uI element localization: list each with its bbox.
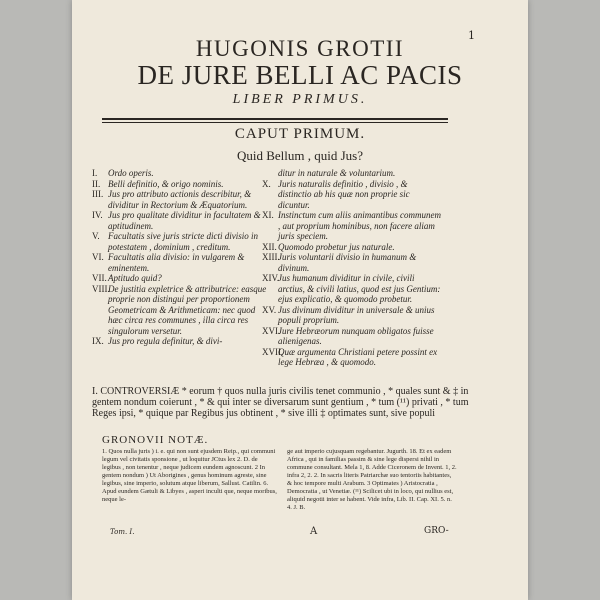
work-title: DE JURE BELLI AC PACIS (137, 60, 463, 90)
entry-number: II. (92, 178, 101, 189)
entry-number: VIII. (92, 283, 110, 294)
entry-text: Jus pro regula definitur, & divi- (108, 336, 223, 346)
title-rule-thin (102, 122, 448, 123)
entry-number: XVI. (262, 325, 281, 336)
book-page (72, 0, 528, 600)
entry-text: Instinctum cum aliis animantibus communem , aut proprium hominibus, non facere aliam juris speciem. (278, 210, 441, 241)
entry-number: XII. (262, 241, 277, 252)
page-number: 1 (468, 29, 475, 42)
catchword: GRO- (424, 526, 449, 536)
opening-paragraph: I. CONTROVERSIÆ * eorum † quos nulla juris civilis tenet communio , * quales sunt & ‡ in gentem nondum coierunt , * & qui inter se diversarum sunt gentium , * tum (¹¹) privati , * tum Reges ipsi, * quique par Regibus jus obtinent , * sive illi ‡ optimates sunt, sive populi (92, 386, 469, 419)
entry-number: VI. (92, 252, 104, 262)
summary-entry (262, 305, 442, 326)
entry-number: XIV. (262, 273, 280, 283)
entry-text: ditur in naturale & voluntarium. (278, 168, 396, 178)
entry-text: Juris voluntarii divisio in humanum & divinum. (278, 252, 417, 273)
summary-entry (92, 231, 272, 252)
entry-number (262, 168, 278, 179)
summary-entry (262, 347, 442, 368)
summary-entry (262, 252, 442, 273)
summary-entry (262, 210, 442, 242)
entry-number: I. (92, 168, 98, 178)
entry-number: IV. (92, 210, 103, 220)
chapter-heading: CAPUT PRIMUM. (234, 126, 366, 142)
entry-text: Quomodo probetur jus naturale. (278, 241, 395, 252)
summary-entry (262, 273, 442, 305)
entry-number: XI. (262, 210, 274, 220)
entry-text: Jus pro qualitate dividitur in facultatem & aptitudinem. (108, 210, 261, 231)
summary-column-left (92, 168, 272, 347)
notes-heading: GRONOVII NOTÆ. (102, 434, 209, 446)
entry-text: Jus pro attributo actionis describitur, & dividitur in Rectorium & Æquatorium. (108, 189, 252, 210)
signature-mark: A (310, 526, 318, 537)
entry-number: IX. (92, 336, 104, 346)
entry-text: Facultatis alia divisio: in vulgarem & eminentem. (108, 252, 245, 273)
summary-entry (92, 252, 272, 273)
summary-entry (262, 168, 442, 179)
entry-text: Jus divinum dividitur in universale & unius populi proprium. (278, 304, 435, 325)
summary-entry (92, 273, 272, 284)
entry-text: Ordo operis. (108, 168, 154, 178)
author-title: HUGONIS GROTII (195, 36, 405, 61)
summary-entry (92, 189, 272, 210)
summary-entry (92, 336, 272, 347)
notes-column-left: 1. Quos nulla juris ) i. e. qui non sunt ejusdem Reip., qui communi legum vel civitatis sponsione , ut loquitur JCtus lex 2. D. de legibus , non tenentur , neque judicem eundem agnoscunt. 2 In gentem nondum ) Ut Aborigines , genus hominum agreste, sine legibus, sine imperio, solutum atque liberum, Sallust. Catilin. 6. Apud eundem Gætuli & Libyes , asperi inculti que, neque moribus, neque le- (102, 448, 277, 503)
entry-text: Jure Hebræorum nunquam obligatos fuisse alienigenas. (278, 325, 434, 346)
summary-entry (92, 210, 272, 231)
summary-entry (92, 284, 272, 337)
summary-entry (262, 179, 442, 211)
entry-text: De justitia expletrice & attributrice: easque proprie non distingui per proportionem Geometricam & Arithmeticam: nec quod hæc circa res communes , illa circa res singulorum versetur. (108, 283, 267, 336)
entry-number: V. (92, 231, 100, 241)
entry-text: Facultatis sive juris stricte dicti divisio in potestatem , dominium , creditum. (108, 231, 258, 252)
summary-column-right (262, 168, 442, 368)
chapter-subtitle: Quid Bellum , quid Jus? (236, 148, 364, 163)
entry-number: XIII. (262, 252, 280, 262)
summary-entry (92, 168, 272, 179)
title-rule-thick (102, 118, 448, 120)
entry-number: XVII. (262, 346, 284, 357)
entry-text: Belli definitio, & origo nominis. (108, 178, 224, 189)
entry-number: X. (262, 178, 271, 189)
entry-text: Quæ argumenta Christiani petere possint ex lege Hebræa , & quomodo. (278, 346, 438, 367)
entry-number: VII. (92, 273, 107, 283)
entry-text: Jus humanum dividitur in civile, civili arctius, & civili latius, quod est jus Gentium: ejus explicatio, & quomodo probetur. (278, 273, 441, 304)
summary-entry (262, 326, 442, 347)
volume-mark: Tom. I. (110, 528, 135, 536)
entry-text: Juris naturalis definitio , divisio , & distinctio ab his quæ non proprie sic dicuntur. (278, 178, 410, 210)
book-title: LIBER PRIMUS. (232, 92, 368, 107)
entry-number: III. (92, 189, 104, 199)
summary-entry (92, 179, 272, 190)
entry-number: XV. (262, 304, 277, 315)
entry-text: Aptitudo quid? (108, 273, 162, 283)
notes-column-right: ge aut imperio cujusquam regebantur. Jugurth. 18. Et ex eadem Africa , qui in familias passim & sine lege dispersi nihil in commune consultant. Mela 1, 8. Adde Ciceronem de Invent. 1, 2. infra 2, 2. 2. In sacris literis Patriarchæ suo tentoriis habitantes, & hoc tempore multi Arabum. 3 Optimates ) Aristocratia , Democratia , ut Venetiæ. (¹¹) Scilicet ubi in loco, qui nullius est, aliquid negotii inter se habent. Vide infra, Lib. II. Cap. XI. 5. n. 4. J. B. (287, 448, 457, 511)
summary-entry (262, 242, 442, 253)
